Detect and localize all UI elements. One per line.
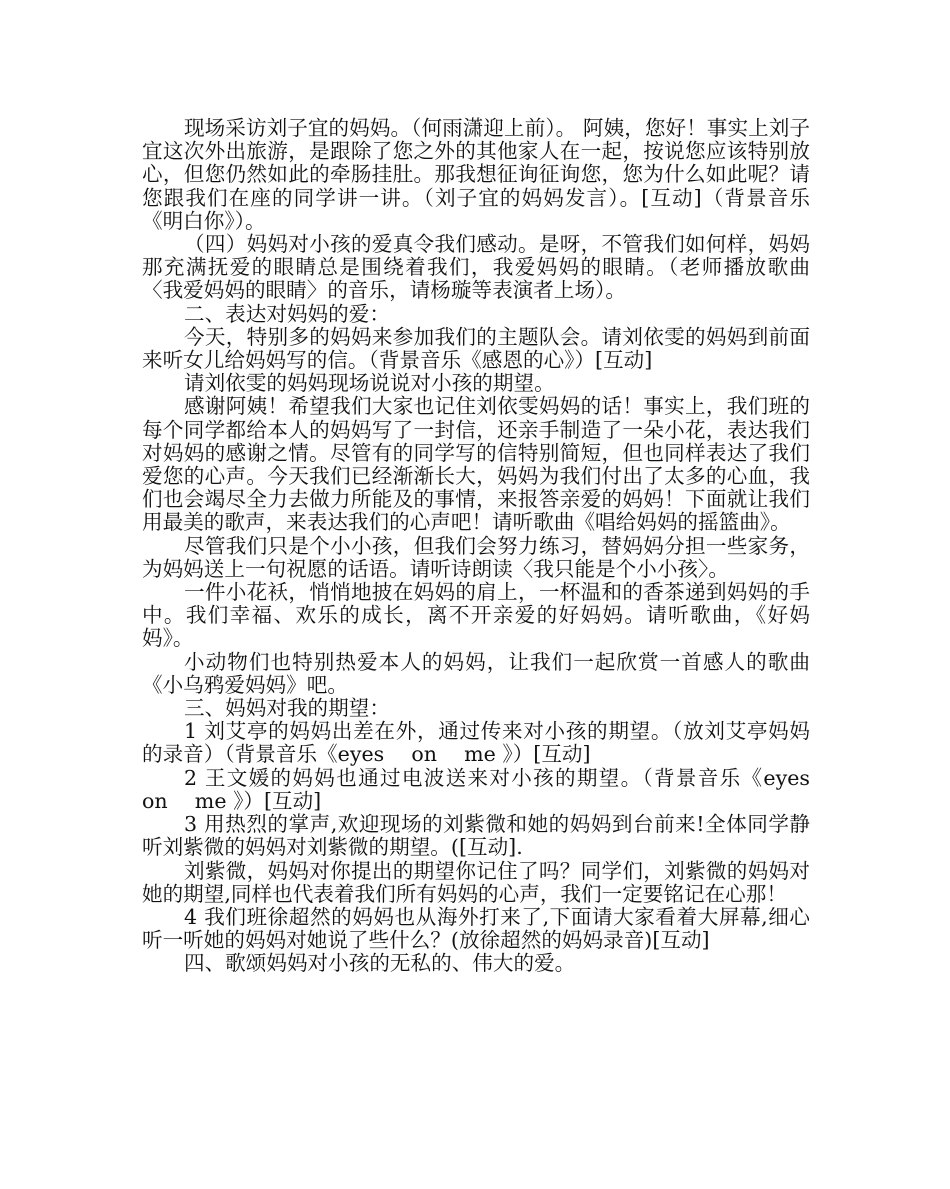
paragraph-letter: 今天，特别多的妈妈来参加我们的主题队会。请刘依雯的妈妈到前面来听女儿给妈妈写的信。（背景音乐《感恩的心》）[互动] [142,324,810,373]
paragraph-expectation-request: 请刘依雯的妈妈现场说说对小孩的期望。 [184,371,555,396]
paragraph-interview: 现场采访刘子宜的妈妈。（何雨潇迎上前）。 阿姨，您好！事实上刘子宜这次外出旅游，是跟除了您之外的其他家人在一起，按说您应该特别放心，但您仍然如此的牵肠挂肚。那我想征询征询您，您为什么如此呢？请您跟我们在座的同学讲一讲。（刘子宜的妈妈发言）。[互动]（背景音乐《明白你》）。 [142,116,810,233]
paragraph-thanks: 感谢阿姨！希望我们大家也记住刘依雯妈妈的话！事实上，我们班的每个同学都给本人的妈妈写了一封信，还亲手制造了一朵小花，表达我们对妈妈的感谢之情。尽管有的同学写的信特别简短，但也同样表达了我们爱您的心声。今天我们已经渐渐长大，妈妈为我们付出了太多的心血，我们也会竭尽全力去做力所能及的事情，来报答亲爱的妈妈！下面就让我们用最美的歌声，来表达我们的心声吧！请听歌曲《唱给妈妈的摇篮曲》。 [142,394,810,535]
paragraph-item-2: 2 王文媛的妈妈也通过电波送来对小孩的期望。（背景音乐《eyes on me 》）[互动] [142,765,838,813]
heading-praise-love: 四、歌颂妈妈对小孩的无私的、伟大的爱。 [184,951,576,976]
paragraph-item-1: 1 刘艾亭的妈妈出差在外，通过传来对小孩的期望。（放刘艾亭妈妈的录音）（背景音乐《eyes on me 》）[互动] [142,719,810,767]
heading-mother-expectation: 三、妈妈对我的期望： [184,696,390,721]
paragraph-song-good-mom: 一件小花袄，悄悄地披在妈妈的肩上，一杯温和的香茶递到妈妈的手中。我们幸福、欢乐的成长，离不开亲爱的好妈妈。请听歌曲，《好妈妈》。 [142,580,810,651]
paragraph-poem: 尽管我们只是个小小孩，但我们会努力练习，替妈妈分担一些家务，为妈妈送上一句祝愿的话语。请听诗朗读〈我只能是个小小孩〉。 [142,533,810,581]
paragraph-liu-ziwei: 刘紫微，妈妈对你提出的期望你记住了吗？同学们，刘紫微的妈妈对她的期望,同样也代表着我们所有妈妈的心声，我们一定要铭记在心那！ [142,858,810,906]
paragraph-little-crow: 小动物们也特别热爱本人的妈妈，让我们一起欣赏一首感人的歌曲《小乌鸦爱妈妈》吧。 [142,649,810,697]
paragraph-item-4: 4 我们班徐超然的妈妈也从海外打来了,下面请大家看着大屏幕,细心听一听她的妈妈对她说了些什么？(放徐超然的妈妈录音)[互动] [142,904,810,953]
document-page [142,116,838,976]
paragraph-item-3: 3 用热烈的掌声,欢迎现场的刘紫微和她的妈妈到台前来!全体同学静听刘紫微的妈妈对刘紫微的期望。([互动]. [142,812,810,860]
paragraph-section-four: （四）妈妈对小孩的爱真令我们感动。是呀，不管我们如何样，妈妈那充满抚爱的眼睛总是围绕着我们，我爱妈妈的眼睛。（老师播放歌曲〈我爱妈妈的眼睛〉的音乐，请杨璇等表演者上场）。 [142,232,810,303]
heading-express-love: 二、表达对妈妈的爱： [184,301,390,326]
